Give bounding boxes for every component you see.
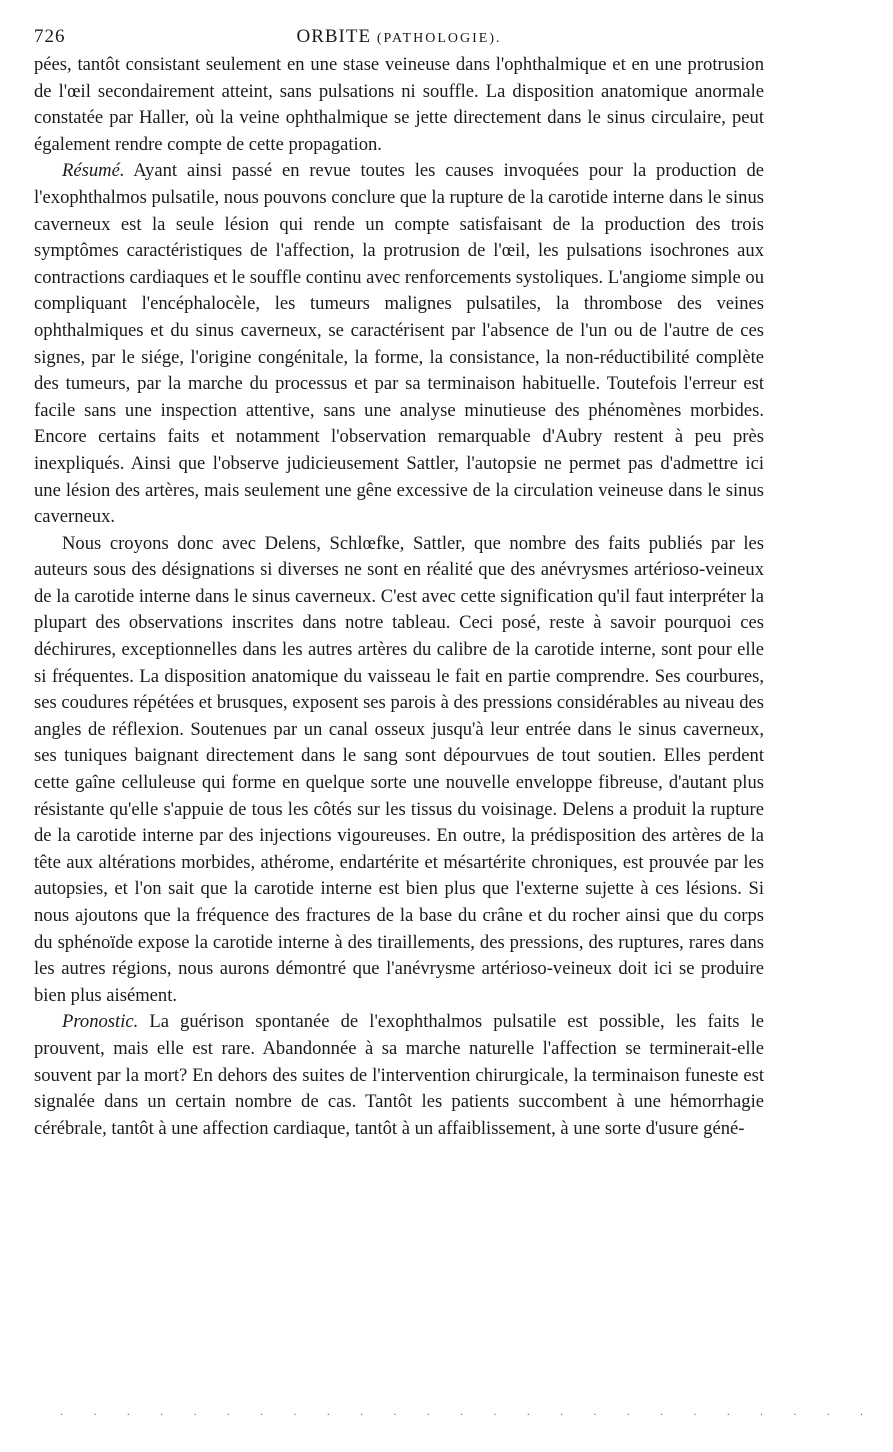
paragraph-continuation — [34, 52, 764, 158]
paragraph-resume — [34, 158, 764, 530]
paragraph-text: La guérison spontanée de l'exophthalmos pulsatile est possible, les faits le prouvent, mais elle est rare. Abandonnée à sa marche naturelle l'affection se terminerait-elle souvent par la mort? En dehors des suites de l'intervention chirurgicale, la terminaison funeste est signalée dans un certain nombre de cas. Tantôt les patients succombent à une hémorrhagie cérébrale, tantôt à une affection cardiaque, tantôt à un affaiblissement, à une sorte d'usure géné- — [34, 1011, 764, 1139]
paragraph-pronostic — [34, 1009, 764, 1142]
page-header — [34, 24, 764, 52]
section-run-in-heading: Pronostic. — [62, 1011, 139, 1033]
running-head-subtitle: (PATHOLOGIE). — [376, 31, 502, 46]
page-number: 726 — [34, 26, 66, 47]
paragraph-text: Ayant ainsi passé en revue toutes les causes invoquées pour la production de l'exophthalmos pulsatile, nous pouvons conclure que la rupture de la carotide interne dans le sinus caverneux est la seule lésion qui rende un compte satisfaisant de la production des trois symptômes caractéristiques de l'affection, la protrusion de l'œil, les pulsations isochrones aux contractions cardiaques et le souffle continu avec renforcements systoliques. L'angiome simple ou compliquant l'encéphalocèle, les tumeurs malignes pulsatiles, la thrombose des veines ophthalmiques et du sinus caverneux, se caractérisent par l'absence de l'un ou de l'autre de ces signes, par le siége, l'origine congénitale, la forme, la consistance, la non-réductibilité complète des tumeurs, par la marche du processus et par sa terminaison habituelle. Toutefois l'erreur est facile sans une inspection attentive, sans une analyse minutieuse des phénomènes morbides. Encore certains faits et notamment l'observation remarquable d'Aubry restent à peu près inexpliqués. Ainsi que l'observe judicieusement Sattler, l'autopsie ne permet pas d'admettre ici une lésion des artères, mais seulement une gêne excessive de la circulation veineuse dans le sinus caverneux. — [34, 160, 765, 528]
section-run-in-heading: Résumé. — [62, 160, 125, 182]
book-page — [34, 24, 764, 1142]
paragraph-text: Nous croyons donc avec Delens, Schlœfke, Sattler, que nombre des faits publiés par les auteurs sous des désignations si diverses ne sont en réalité que des anévrysmes artérioso-veineux de la carotide interne dans le sinus caverneux. C'est avec cette signification qu'il faut interpréter la plupart des observations inscrites dans notre tableau. Ceci posé, reste à savoir pourquoi ces déchirures, exceptionnelles dans les autres artères du calibre de la carotide interne, sont pour elle si fréquentes. La disposition anatomique du vaisseau le fait en partie comprendre. Ses courbures, ses coudures répétées et brusques, exposent ses parois à des pressions considérables au niveau des angles de réflexion. Soutenues par un canal osseux jusqu'à leur entrée dans le sinus caverneux, ses tuniques baignant directement dans le sang sont dépourvues de tout soutien. Elles perdent cette gaîne celluleuse qui forme en quelque sorte une nouvelle enveloppe fibreuse, d'autant plus résistante qu'elle s'appuie de tous les côtés sur les tissus du voisinage. Delens a produit la rupture de la carotide interne par des injections vigoureuses. En outre, la prédisposition des artères de la tête aux altérations morbides, athérome, endartérite et mésartérite chroniques, est prouvée par les autopsies, et l'on sait que la carotide interne est bien plus que l'externe sujette à ces lésions. Si nous ajoutons que la fréquence des fractures de la base du crâne et du rocher ainsi que du corps du sphénoïde expose la carotide interne à des tiraillements, des pressions, des ruptures, rares dans les autres régions, nous aurons démontré que l'anévrysme artérioso-veineux doit ici se produire bien plus aisément. — [34, 532, 764, 1006]
paragraph-discussion — [34, 531, 764, 1010]
paragraph-text: pées, tantôt consistant seulement en une stase veineuse dans l'ophthalmique et en une protrusion de l'œil secondairement atteint, sans pulsations ni souffle. La disposition anatomique anormale constatée par Haller, où la veine ophthalmique se jette directement dans le sinus circulaire, peut également rendre compte de cette propagation. — [34, 54, 764, 155]
running-head-title: ORBITE — [296, 26, 372, 47]
body-text — [34, 52, 764, 1142]
scan-artifact-dots: ························· — [60, 1410, 893, 1421]
running-head — [34, 26, 764, 48]
